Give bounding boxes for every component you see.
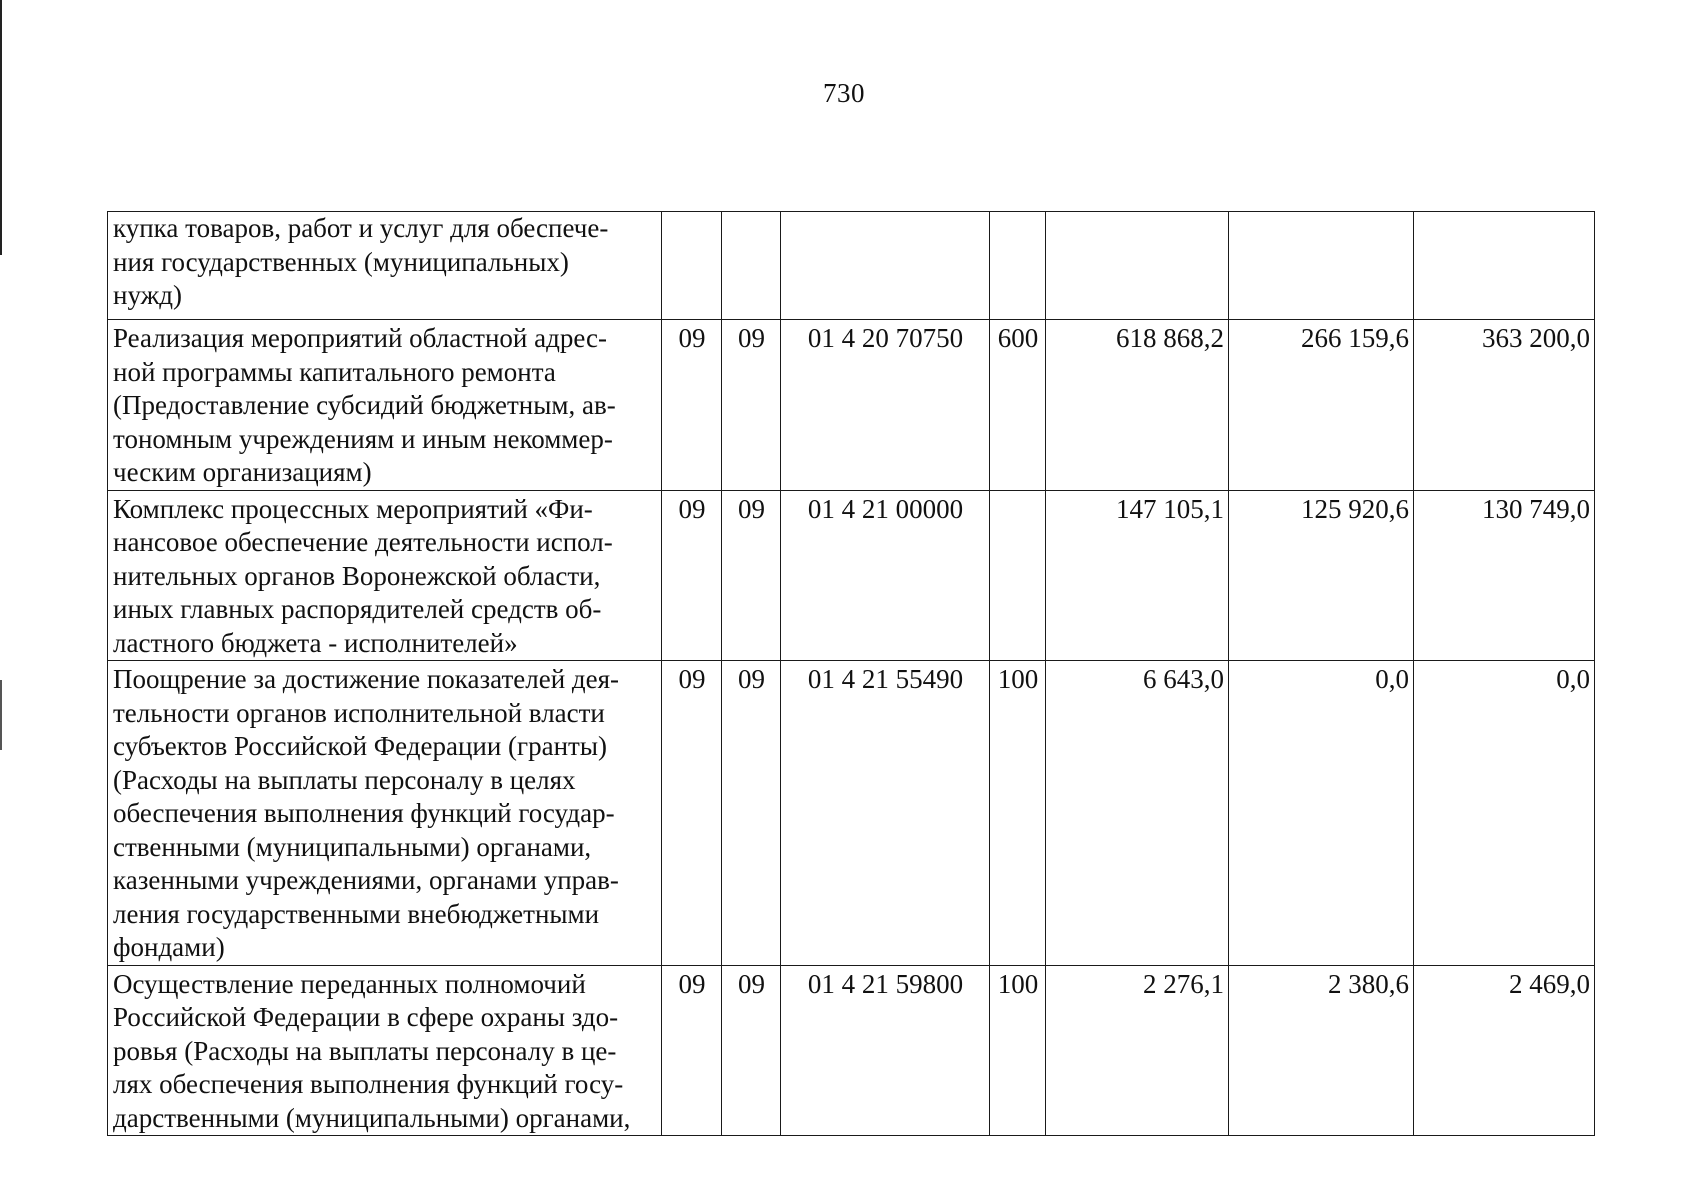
scan-edge-line (0, 0, 2, 255)
amount-cell-3: 363 200,0 (1414, 320, 1595, 491)
expense-name-cell (108, 212, 662, 320)
section-code-cell: 09 (662, 661, 722, 966)
table-row (108, 212, 1595, 320)
target-article-code-cell: 01 4 21 55490 (781, 661, 990, 966)
expense-name-line: Реализация мероприятий областной адрес- (113, 323, 607, 353)
expense-name-line: Комплекс процессных мероприятий «Фи- (113, 493, 593, 524)
amount-cell-2: 266 159,6 (1229, 320, 1414, 491)
expense-name-line: нансовое обеспечение деятельности испол- (113, 527, 613, 557)
expense-name-line: ственными (муниципальными) органами, (113, 831, 592, 862)
expense-name-cell (108, 320, 662, 491)
section-code-cell: 09 (662, 965, 722, 1136)
amount-cell-3: 0,0 (1414, 661, 1595, 966)
expense-name-cell (108, 661, 662, 966)
expense-name-line: ческим организациям) (113, 457, 372, 487)
expense-name-line: лях обеспечения выполнения функций госу- (113, 1069, 624, 1099)
amount-cell-1: 618 868,2 (1046, 320, 1229, 491)
expense-name-line: обеспечения выполнения функций государ- (113, 798, 615, 828)
subsection-code-cell: 09 (722, 965, 781, 1136)
subsection-code-cell: 09 (722, 661, 781, 966)
amount-cell-3: 130 749,0 (1414, 490, 1595, 661)
amount-cell-1: 6 643,0 (1046, 661, 1229, 966)
expense-name-line: ной программы капитального ремонта (113, 356, 556, 387)
expense-type-code-cell: 100 (990, 661, 1046, 966)
table-row (108, 661, 1595, 966)
subsection-code-cell: 09 (722, 320, 781, 491)
expense-name-line: Российской Федерации в сфере охраны здо- (113, 1002, 619, 1032)
table-row (108, 965, 1595, 1136)
expense-name-cell (108, 965, 662, 1136)
subsection-code-cell (722, 212, 781, 320)
amount-cell-1: 147 105,1 (1046, 490, 1229, 661)
scan-edge-line (0, 680, 2, 750)
expense-type-code-cell: 600 (990, 320, 1046, 491)
expense-name-line: нительных органов Воронежской области, (113, 560, 601, 591)
amount-cell-2: 2 380,6 (1229, 965, 1414, 1136)
amount-cell-2: 0,0 (1229, 661, 1414, 966)
expense-name-cell (108, 490, 662, 661)
expense-name-line: (Расходы на выплаты персоналу в целях (113, 764, 576, 795)
target-article-code-cell (781, 212, 990, 320)
expense-name-line: фондами) (113, 932, 225, 962)
expense-name-line: (Предоставление субсидий бюджетным, ав- (113, 390, 616, 420)
section-code-cell (662, 212, 722, 320)
expense-name-line: ровья (Расходы на выплаты персоналу в це- (113, 1035, 617, 1066)
expense-name-line: нужд) (113, 280, 182, 310)
subsection-code-cell: 09 (722, 490, 781, 661)
page-number: 730 (823, 78, 865, 108)
expense-name-line: ния государственных (муниципальных) (113, 246, 569, 277)
expense-name-line: купка товаров, работ и услуг для обеспече- (113, 213, 609, 243)
section-code-cell: 09 (662, 320, 722, 491)
table-row (108, 490, 1595, 661)
expense-type-code-cell (990, 490, 1046, 661)
amount-cell-1: 2 276,1 (1046, 965, 1229, 1136)
expense-name-line: тельности органов исполнительной власти (113, 697, 605, 728)
expense-type-code-cell (990, 212, 1046, 320)
expense-name-line: казенными учреждениями, органами управ- (113, 865, 619, 895)
target-article-code-cell: 01 4 21 59800 (781, 965, 990, 1136)
amount-cell-3: 2 469,0 (1414, 965, 1595, 1136)
amount-cell-2 (1229, 212, 1414, 320)
target-article-code-cell: 01 4 21 00000 (781, 490, 990, 661)
expense-name-line: тономным учреждениям и иным некоммер- (113, 423, 613, 454)
expense-name-line: ления государственными внебюджетными (113, 898, 600, 929)
expense-type-code-cell: 100 (990, 965, 1046, 1136)
amount-cell-2: 125 920,6 (1229, 490, 1414, 661)
expense-name-line: Осуществление переданных полномочий (113, 968, 586, 999)
expense-name-line: субъектов Российской Федерации (гранты) (113, 731, 607, 761)
budget-table (107, 211, 1595, 1136)
amount-cell-3 (1414, 212, 1595, 320)
section-code-cell: 09 (662, 490, 722, 661)
expense-name-line: иных главных распорядителей средств об- (113, 594, 602, 624)
expense-name-line: Поощрение за достижение показателей дея- (113, 664, 620, 694)
table-row (108, 320, 1595, 491)
target-article-code-cell: 01 4 20 70750 (781, 320, 990, 491)
expense-name-line: ластного бюджета - исполнителей» (113, 627, 518, 658)
expense-name-line: дарственными (муниципальными) органами, (113, 1102, 631, 1133)
amount-cell-1 (1046, 212, 1229, 320)
